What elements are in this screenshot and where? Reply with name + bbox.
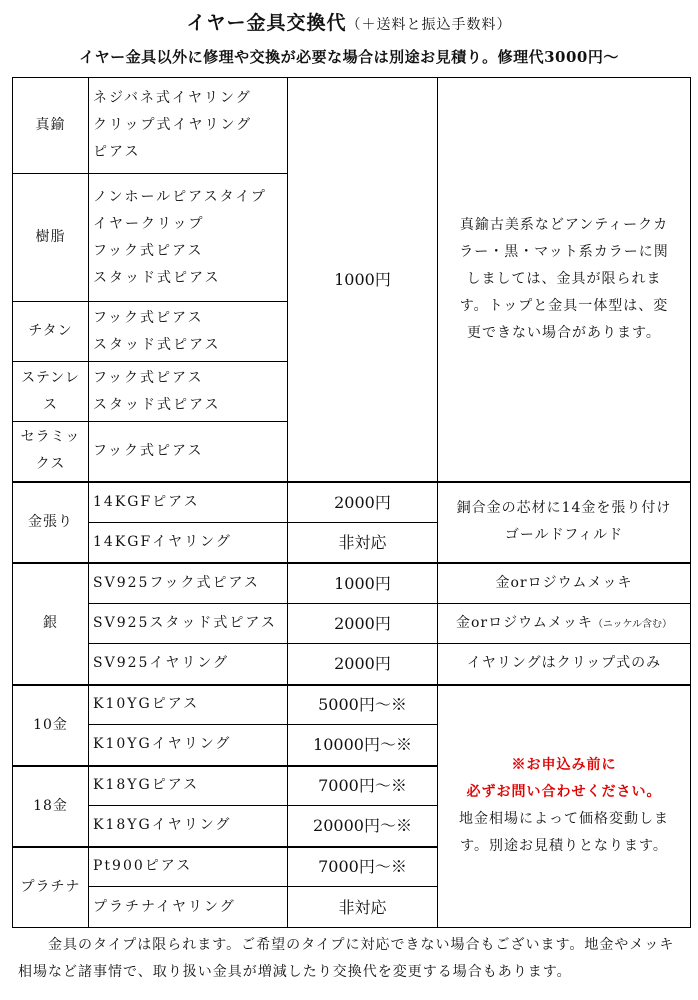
table-row — [13, 563, 691, 604]
price-value: 1000円 — [288, 563, 438, 604]
material-label: 銀 — [13, 563, 89, 685]
note-cell: ※お申込み前に 必ずお問い合わせください。 地金相場によって価格変動しま す。別途お見積りとなります。 — [438, 685, 691, 928]
price-value: 2000円 — [288, 482, 438, 523]
material-label: チタン — [13, 302, 89, 362]
item-list: フック式ピアス スタッド式ピアス — [89, 362, 288, 422]
item-list: ノンホールピアスタイプ イヤークリップ フック式ピアス スタッド式ピアス — [89, 174, 288, 302]
note-cell: イヤリングはクリップ式のみ — [438, 644, 691, 685]
price-value: 7000円～※ — [288, 847, 438, 887]
table-row — [13, 644, 691, 685]
material-label: 真鍮 — [13, 78, 89, 174]
table-row — [13, 482, 691, 523]
page-subtitle: イヤー金具以外に修理や交換が必要な場合は別途お見積り。修理代3000円～ — [79, 48, 619, 66]
item-name: 14KGFピアス — [89, 482, 288, 523]
title-main: イヤー金具交換代 — [186, 12, 347, 34]
price-value: 2000円 — [288, 604, 438, 644]
item-name: プラチナイヤリング — [89, 887, 288, 928]
footer-note: 金具のタイプは限られます。ご希望のタイプに対応できない場合もございます。地金やメッキ相場など諸事情で、取り扱い金具が増減したり交換代を変更する場合もあります。 — [18, 937, 675, 980]
note-cell: 金orロジウムメッキ — [438, 563, 691, 604]
price-table — [12, 77, 691, 928]
price-value: 2000円 — [288, 644, 438, 685]
title-suffix: （＋送料と振込手数料） — [346, 17, 512, 33]
item-name: K18YGイヤリング — [89, 806, 288, 847]
price-value: 10000円～※ — [288, 725, 438, 766]
item-name: Pt900ピアス — [89, 847, 288, 887]
item-name: K10YGイヤリング — [89, 725, 288, 766]
material-label: ステンレ ス — [13, 362, 89, 422]
note-cell: 金orロジウムメッキ（ニッケル含む） — [438, 604, 691, 644]
table-row — [13, 604, 691, 644]
material-label: プラチナ — [13, 847, 89, 928]
table-row — [13, 685, 691, 725]
item-list: フック式ピアス スタッド式ピアス — [89, 302, 288, 362]
item-list: フック式ピアス — [89, 422, 288, 482]
item-name: K18YGピアス — [89, 766, 288, 806]
price-value: 非対応 — [288, 887, 438, 928]
item-name: SV925スタッド式ピアス — [89, 604, 288, 644]
material-label: 18金 — [13, 766, 89, 847]
price-value: 20000円～※ — [288, 806, 438, 847]
item-list: ネジバネ式イヤリング クリップ式イヤリング ピアス — [89, 78, 288, 174]
price-value: 1000円 — [288, 78, 438, 482]
material-label: 10金 — [13, 685, 89, 766]
price-value: 5000円～※ — [288, 685, 438, 725]
material-label: 樹脂 — [13, 174, 89, 302]
item-name: SV925フック式ピアス — [89, 563, 288, 604]
material-label: 金張り — [13, 482, 89, 563]
note-cell: 銅合金の芯材に14金を張り付け ゴールドフィルド — [438, 482, 691, 563]
item-name: 14KGFイヤリング — [89, 523, 288, 563]
item-name: K10YGピアス — [89, 685, 288, 725]
table-row — [13, 78, 691, 174]
price-value: 非対応 — [288, 523, 438, 563]
item-name: SV925イヤリング — [89, 644, 288, 685]
page-title — [0, 8, 698, 35]
price-value: 7000円～※ — [288, 766, 438, 806]
material-label: セラミッ クス — [13, 422, 89, 482]
note-cell: 真鍮古美系などアンティークカ ラー・黒・マット系カラーに関 しましては、金具が限られま す。トップと金具一体型は、変 更できない場合があります。 — [438, 78, 691, 482]
